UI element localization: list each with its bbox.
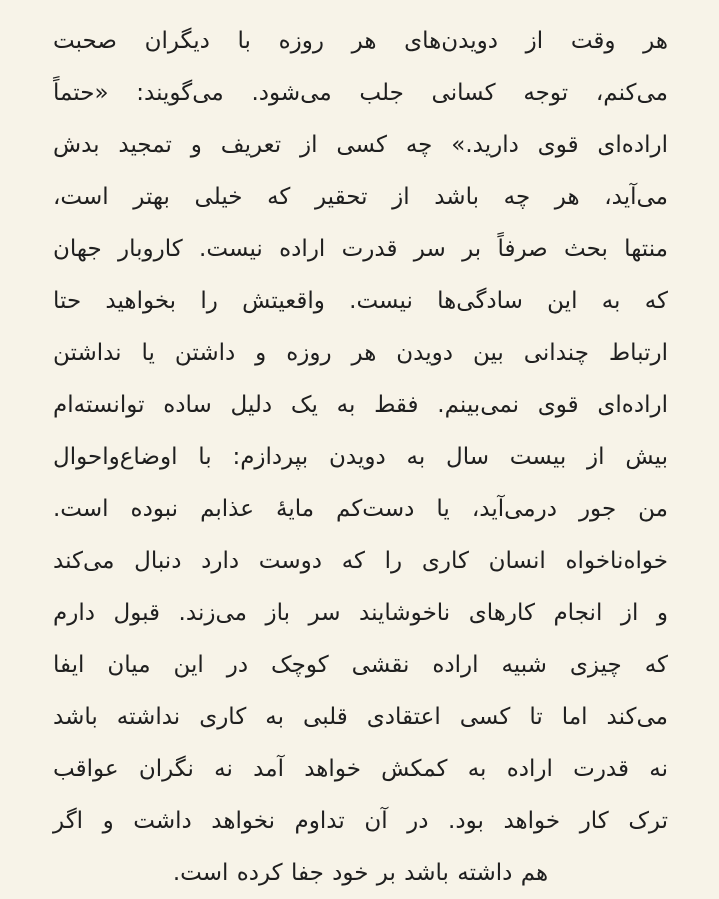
paragraph-line-4: می‌آید، هر چه باشد از تحقیر که خیلی بهتر است، xyxy=(53,184,668,210)
paragraph-line-3: اراده‌ای قوی دارید.» چه کسی از تعریف و تمجید بدش xyxy=(53,132,668,158)
paragraph-line-8: اراده‌ای قوی نمی‌بینم. فقط به یک دلیل ساده توانسته‌ام xyxy=(53,392,668,418)
paragraph-line-6: که به این سادگی‌ها نیست. واقعیتش را بخواهید حتا xyxy=(53,288,668,314)
paragraph-line-5: منتها بحث صرفاً بر سر قدرت اراده نیست. کاروبار جهان xyxy=(53,236,668,262)
paragraph-line-14: می‌کند اما تا کسی اعتقادی قلبی به کاری نداشته باشد xyxy=(53,704,668,730)
paragraph-line-16: ترک کار خواهد بود. در آن تداوم نخواهد داشت و اگر xyxy=(53,808,668,834)
paragraph-line-13: که چیزی شبیه اراده نقشی کوچک در این میان ایفا xyxy=(53,652,668,678)
paragraph-line-10: من جور درمی‌آید، یا دست‌کم مایهٔ عذابم نبوده است. xyxy=(53,496,668,522)
paragraph-line-2: می‌کنم، توجه کسانی جلب می‌شود. می‌گویند: «حتماً xyxy=(53,80,668,106)
paragraph-line-11: خواه‌ناخواه انسان کاری را که دوست دارد دنبال می‌کند xyxy=(53,548,668,574)
paragraph-line-1: هر وقت از دویدن‌های هر روزه با دیگران صحبت xyxy=(53,28,668,54)
paragraph-line-17: هم داشته باشد بر خود جفا کرده است. xyxy=(172,860,549,886)
paragraph-line-15: نه قدرت اراده به کمکش خواهد آمد نه نگران عواقب xyxy=(53,756,668,782)
body-paragraph xyxy=(53,15,668,899)
paragraph-line-9: بیش از بیست سال به دویدن بپردازم: با اوضاع‌واحوال xyxy=(53,444,668,470)
paragraph-line-12: و از انجام کارهای ناخوشایند سر باز می‌زند. قبول دارم xyxy=(53,600,668,626)
paragraph-line-7: ارتباط چندانی بین دویدن هر روزه و داشتن یا نداشتن xyxy=(53,340,668,366)
